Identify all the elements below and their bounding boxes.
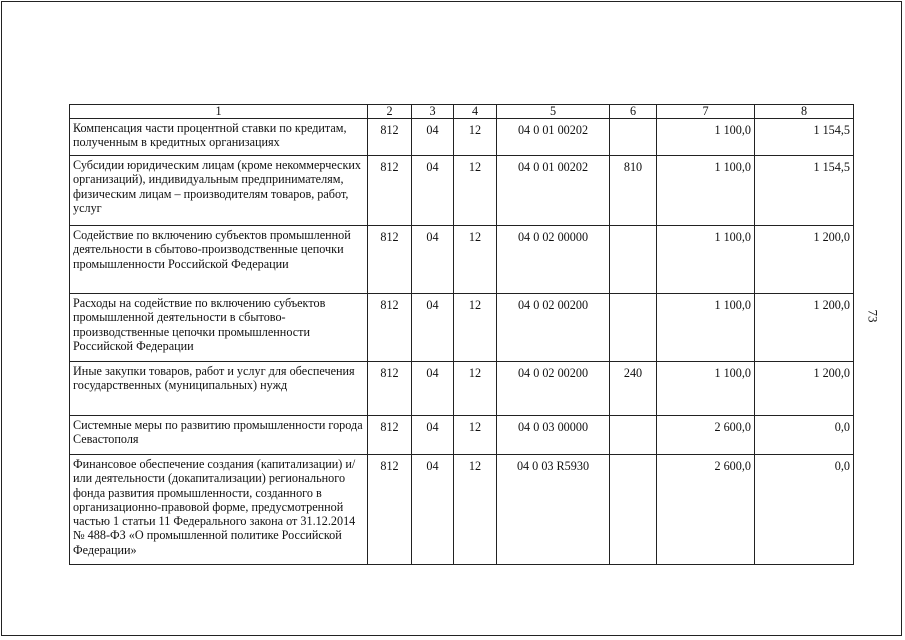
amount-col8: 1 154,5 xyxy=(755,156,854,226)
expense-type-code xyxy=(610,226,657,294)
target-article-code: 04 0 01 00202 xyxy=(497,119,610,156)
target-article-code: 04 0 02 00200 xyxy=(497,294,610,362)
table-row xyxy=(70,294,854,362)
expense-type-code xyxy=(610,294,657,362)
section-code: 04 xyxy=(412,226,454,294)
amount-col8: 0,0 xyxy=(755,416,854,455)
amount-col8: 1 200,0 xyxy=(755,362,854,416)
table-header-row xyxy=(70,105,854,119)
amount-col8: 1 200,0 xyxy=(755,294,854,362)
grbs-code: 812 xyxy=(368,119,412,156)
amount-col7: 1 100,0 xyxy=(657,156,755,226)
amount-col7: 1 100,0 xyxy=(657,119,755,156)
header-cell: 3 xyxy=(412,105,454,119)
section-code: 04 xyxy=(412,119,454,156)
section-code: 04 xyxy=(412,156,454,226)
target-article-code: 04 0 03 R5930 xyxy=(497,455,610,565)
table-row xyxy=(70,226,854,294)
item-name: Системные меры по развитию промышленности города Севастополя xyxy=(70,416,368,455)
header-cell: 7 xyxy=(657,105,755,119)
grbs-code: 812 xyxy=(368,362,412,416)
grbs-code: 812 xyxy=(368,226,412,294)
header-cell: 4 xyxy=(454,105,497,119)
expense-type-code xyxy=(610,455,657,565)
grbs-code: 812 xyxy=(368,294,412,362)
amount-col8: 1 200,0 xyxy=(755,226,854,294)
amount-col8: 0,0 xyxy=(755,455,854,565)
subsection-code: 12 xyxy=(454,226,497,294)
target-article-code: 04 0 03 00000 xyxy=(497,416,610,455)
target-article-code: 04 0 02 00200 xyxy=(497,362,610,416)
table-row xyxy=(70,156,854,226)
table-row xyxy=(70,119,854,156)
amount-col8: 1 154,5 xyxy=(755,119,854,156)
section-code: 04 xyxy=(412,362,454,416)
expense-type-code: 240 xyxy=(610,362,657,416)
amount-col7: 2 600,0 xyxy=(657,416,755,455)
header-cell: 8 xyxy=(755,105,854,119)
amount-col7: 1 100,0 xyxy=(657,362,755,416)
table-row xyxy=(70,362,854,416)
item-name: Финансовое обеспечение создания (капитализации) и/или деятельности (докапитализации) регионального фонда развития промышленности, созданного в организационно-правовой форме, предусмотренной частью 1 статьи 11 Федерального закона от 31.12.2014 № 488-ФЗ «О промышленной политике Российской Федерации» xyxy=(70,455,368,565)
header-cell: 2 xyxy=(368,105,412,119)
header-cell: 6 xyxy=(610,105,657,119)
item-name: Субсидии юридическим лицам (кроме некоммерческих организаций), индивидуальным предпринимателям, физическим лицам – производителям товаров, работ, услуг xyxy=(70,156,368,226)
subsection-code: 12 xyxy=(454,119,497,156)
grbs-code: 812 xyxy=(368,156,412,226)
expense-type-code xyxy=(610,416,657,455)
budget-table xyxy=(69,104,854,565)
header-cell: 5 xyxy=(497,105,610,119)
subsection-code: 12 xyxy=(454,362,497,416)
item-name: Расходы на содействие по включению субъектов промышленной деятельности в сбытово-производственные цепочки промышленности Российской Федерации xyxy=(70,294,368,362)
page-number: 73 xyxy=(865,309,881,323)
table-row xyxy=(70,455,854,565)
subsection-code: 12 xyxy=(454,416,497,455)
amount-col7: 1 100,0 xyxy=(657,294,755,362)
grbs-code: 812 xyxy=(368,455,412,565)
header-cell: 1 xyxy=(70,105,368,119)
item-name: Содействие по включению субъектов промышленной деятельности в сбытово-производственные цепочки промышленности Российской Федерации xyxy=(70,226,368,294)
item-name: Компенсация части процентной ставки по кредитам, полученным в кредитных организациях xyxy=(70,119,368,156)
item-name: Иные закупки товаров, работ и услуг для обеспечения государственных (муниципальных) нужд xyxy=(70,362,368,416)
grbs-code: 812 xyxy=(368,416,412,455)
expense-type-code: 810 xyxy=(610,156,657,226)
amount-col7: 2 600,0 xyxy=(657,455,755,565)
subsection-code: 12 xyxy=(454,156,497,226)
expense-type-code xyxy=(610,119,657,156)
subsection-code: 12 xyxy=(454,294,497,362)
target-article-code: 04 0 01 00202 xyxy=(497,156,610,226)
table-row xyxy=(70,416,854,455)
subsection-code: 12 xyxy=(454,455,497,565)
section-code: 04 xyxy=(412,455,454,565)
amount-col7: 1 100,0 xyxy=(657,226,755,294)
target-article-code: 04 0 02 00000 xyxy=(497,226,610,294)
section-code: 04 xyxy=(412,416,454,455)
section-code: 04 xyxy=(412,294,454,362)
